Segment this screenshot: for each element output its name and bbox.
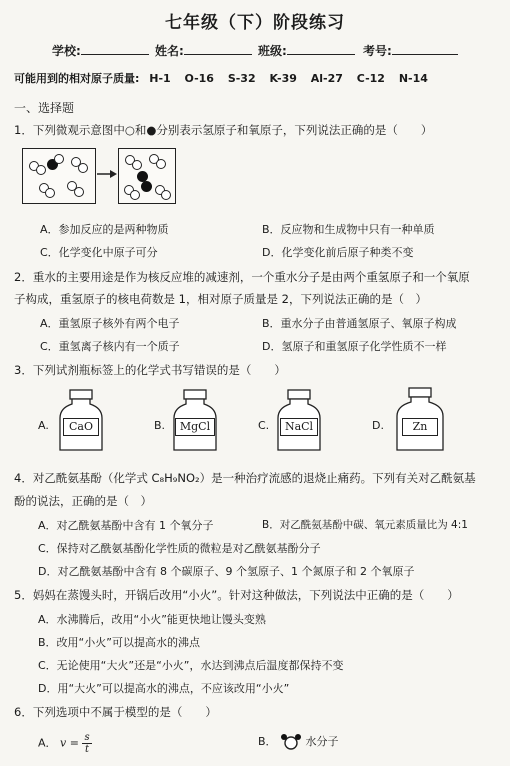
q5-option-a[interactable]: A．水沸腾后，改用“小火”能更快地让馒头变熟	[38, 613, 266, 626]
q1-stem: 1．下列微观示意图中○和●分别表示氢原子和氧原子，下列说法正确的是（ ）	[14, 123, 433, 137]
formula-numerator: s	[84, 732, 90, 743]
q3-option-c-label: NaCl	[280, 418, 318, 436]
q1-option-d[interactable]: D．化学变化前后原子种类不变	[262, 246, 414, 259]
page-title: 七年级（下）阶段练习	[165, 13, 345, 33]
class-field[interactable]	[287, 42, 355, 55]
atomic-mass-row	[14, 70, 438, 86]
q4-stem-line2: 酚的说法，正确的是（ ）	[14, 494, 152, 508]
formula-v: v	[60, 736, 67, 750]
q1-option-c[interactable]: C．化学变化中原子可分	[40, 246, 158, 259]
q3-option-b-letter[interactable]: B.	[154, 419, 166, 432]
q1-option-b[interactable]: B．反应物和生成物中只有一种单质	[262, 223, 435, 236]
q2-option-a[interactable]: A．重氢原子核外有两个电子	[40, 317, 180, 330]
water-molecule-icon	[280, 733, 302, 751]
q6-option-a-prefix: A．	[38, 736, 57, 750]
hydrogen-atom	[54, 154, 64, 164]
q5-option-b[interactable]: B．改用“小火”可以提高水的沸点	[38, 636, 200, 649]
q2-option-b[interactable]: B．重水分子由普通氢原子、氧原子构成	[262, 317, 457, 330]
q5-option-d[interactable]: D．用“大火”可以提高水的沸点，不应该改用“小火”	[38, 682, 290, 695]
exam-no-label: 考号:	[363, 44, 392, 58]
formula-denominator: t	[85, 744, 90, 755]
reaction-arrow-icon	[96, 168, 118, 180]
q2-option-d[interactable]: D．氢原子和重氢原子化学性质不一样	[262, 340, 447, 353]
section-title: 一、选择题	[14, 101, 75, 115]
atomic-mass-item: S-32	[227, 72, 256, 85]
formula-equals: =	[69, 736, 79, 750]
q6-option-b[interactable]	[258, 733, 339, 751]
q3-option-b-label: MgCl	[175, 418, 215, 436]
q4-stem-line1: 4．对乙酰氨基酚（化学式 C₈H₉NO₂）是一种治疗流感的退烧止痛药。下列有关对乙酰氨基	[14, 471, 476, 485]
q6-option-b-text: 水分子	[305, 735, 339, 748]
q4-option-c[interactable]: C．保持对乙酰氨基酚化学性质的微粒是对乙酰氨基酚分子	[38, 542, 321, 555]
hydrogen-atom	[74, 187, 84, 197]
hydrogen-atom	[156, 159, 166, 169]
atomic-mass-item: O-16	[184, 72, 214, 85]
q4-option-a[interactable]: A．对乙酰氨基酚中含有 1 个氧分子	[38, 519, 214, 532]
q5-option-c[interactable]: C．无论使用“大火”还是“小火”，水达到沸点后温度都保持不变	[38, 659, 344, 672]
q3-option-d-label: Zn	[402, 418, 438, 436]
student-info-row	[52, 42, 458, 59]
exam-no-field[interactable]	[392, 42, 458, 55]
hydrogen-atom	[78, 163, 88, 173]
name-label: 姓名:	[155, 44, 184, 58]
q3-stem: 3．下列试剂瓶标签上的化学式书写错误的是（ ）	[14, 363, 286, 377]
q3-option-d-letter[interactable]: D.	[372, 419, 384, 432]
school-field[interactable]	[81, 42, 149, 55]
q1-option-a[interactable]: A．参加反应的是两种物质	[40, 223, 169, 236]
hydrogen-atom	[36, 165, 46, 175]
atomic-mass-item: Al-27	[310, 72, 343, 85]
q2-stem-line2: 子构成，重氢原子的核电荷数是 1，相对原子质量是 2，下列说法正确的是（ ）	[14, 292, 427, 306]
atomic-mass-item: N-14	[398, 72, 428, 85]
q6-option-b-prefix: B．	[258, 735, 277, 748]
q4-option-d[interactable]: D．对乙酰氨基酚中含有 8 个碳原子、9 个氢原子、1 个氮原子和 2 个氧原子	[38, 565, 415, 578]
atomic-mass-item: C-12	[356, 72, 385, 85]
q6-stem: 6．下列选项中不属于模型的是（ ）	[14, 705, 217, 719]
q1-products-box	[118, 148, 176, 204]
oxygen-atom	[141, 181, 152, 192]
atomic-mass-label: 可能用到的相对原子质量:	[14, 72, 140, 85]
atomic-mass-item: K-39	[269, 72, 297, 85]
q3-option-a-label: CaO	[63, 418, 99, 436]
hydrogen-atom	[130, 190, 140, 200]
q2-stem-line1: 2．重水的主要用途是作为核反应堆的减速剂，一个重水分子是由两个重氢原子和一个氧原	[14, 270, 470, 284]
q4-option-b[interactable]: B．对乙酰氨基酚中碳、氧元素质量比为 4:1	[262, 519, 468, 531]
q3-option-a-letter[interactable]: A.	[38, 419, 49, 432]
q5-stem: 5．妈妈在蒸馒头时，开锅后改用“小火”。针对这种做法，下列说法中正确的是（ ）	[14, 588, 459, 602]
hydrogen-atom	[161, 190, 171, 200]
q1-reactants-box	[22, 148, 96, 204]
q6-option-a[interactable]	[38, 732, 92, 755]
school-label: 学校:	[52, 44, 81, 58]
atomic-mass-item: H-1	[149, 72, 171, 85]
name-field[interactable]	[184, 42, 252, 55]
hydrogen-atom	[45, 188, 55, 198]
q3-option-c-letter[interactable]: C.	[258, 419, 270, 432]
class-label: 班级:	[258, 44, 287, 58]
q2-option-c[interactable]: C．重氢离子核内有一个质子	[40, 340, 180, 353]
hydrogen-atom	[132, 160, 142, 170]
